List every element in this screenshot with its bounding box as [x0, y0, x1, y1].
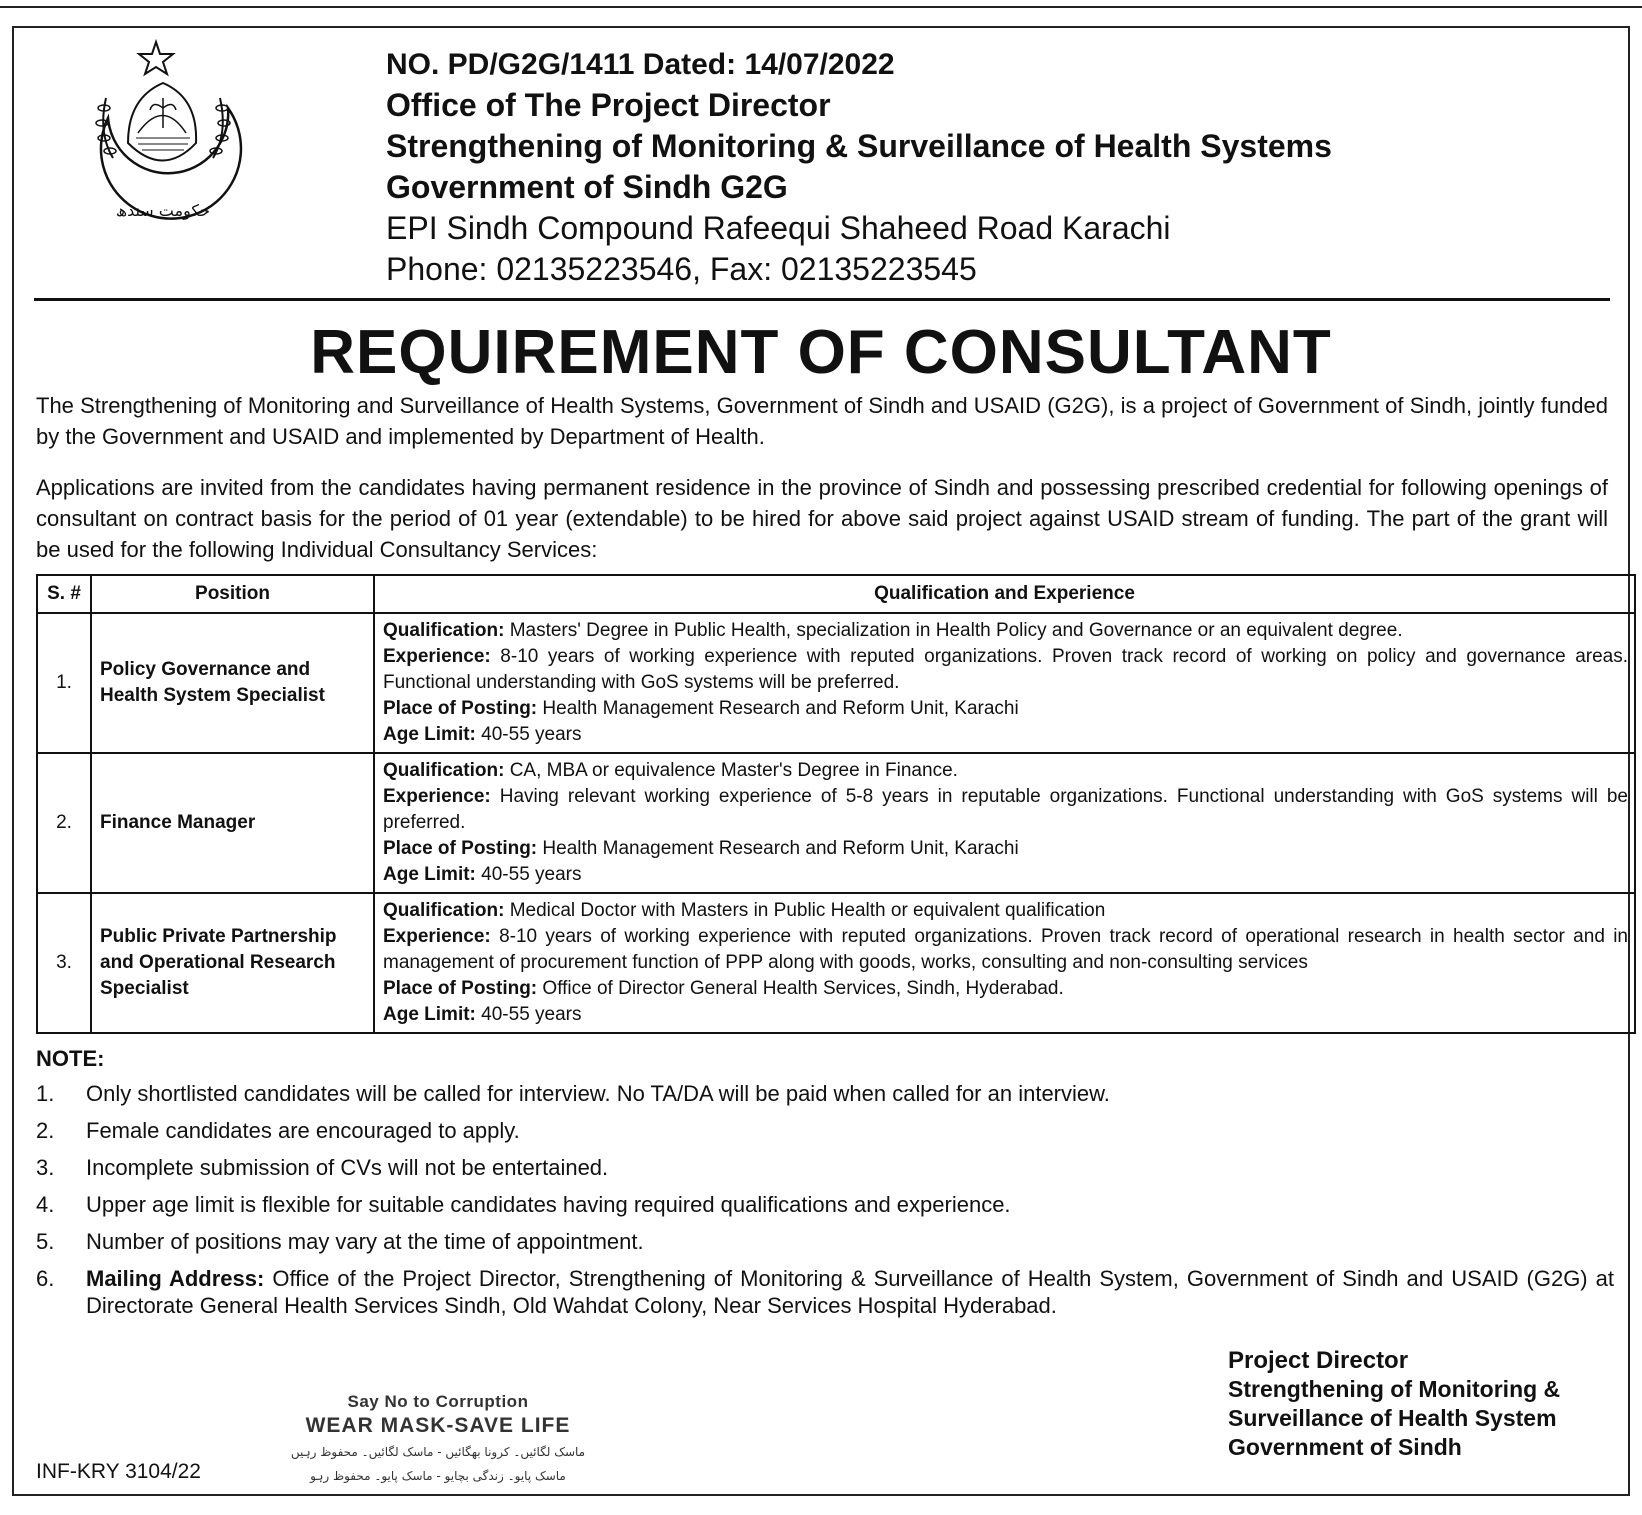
- experience-label: Experience:: [383, 646, 491, 667]
- qualification-label: Qualification:: [383, 900, 505, 921]
- row-serial: 1.: [37, 613, 91, 753]
- posting-label: Place of Posting:: [383, 978, 538, 999]
- note-number: 6.: [36, 1266, 55, 1291]
- list-item: [36, 1265, 1614, 1319]
- note-text: Upper age limit is flexible for suitable candidates having required qualifications and experience.: [86, 1192, 1011, 1217]
- posting-label: Place of Posting:: [383, 698, 538, 719]
- note-number: 2.: [36, 1118, 55, 1143]
- qualification-value: Medical Doctor with Masters in Public Health or equivalent qualification: [509, 900, 1106, 921]
- office-name: Office of The Project Director: [386, 87, 831, 123]
- age-label: Age Limit:: [383, 864, 476, 885]
- letterhead: [386, 44, 1586, 290]
- note-text: Female candidates are encouraged to apply.: [86, 1118, 520, 1143]
- age-value: 40-55 years: [481, 724, 582, 745]
- notes-heading: NOTE:: [36, 1046, 105, 1071]
- anti-corruption-slogan: Say No to Corruption: [347, 1392, 529, 1411]
- header-qualification: Qualification and Experience: [374, 575, 1635, 613]
- intro-paragraph-2: Applications are invited from the candidates having permanent residence in the province of Sindh and possessing prescribed credential for following openings of consultant on contract basis for the period of 01 year (extendable) to be hired for above said project against USAID stream of funding. The part of the grant will be used for the following Individual Consultancy Services:: [36, 475, 1608, 562]
- qualification-label: Qualification:: [383, 620, 505, 641]
- contact-numbers: Phone: 02135223546, Fax: 02135223545: [386, 251, 977, 287]
- note-number: 3.: [36, 1155, 55, 1180]
- intro-paragraph-1: The Strengthening of Monitoring and Surveillance of Health Systems, Government of Sindh and USAID (G2G), is a project of Government of Sindh, jointly funded by the Government and USAID and implemented by Department of Health.: [36, 393, 1608, 449]
- note-text: Number of positions may vary at the time of appointment.: [86, 1229, 644, 1254]
- header-serial: S. #: [37, 575, 91, 613]
- note-text: Only shortlisted candidates will be called for interview. No TA/DA will be paid when called for an interview.: [86, 1081, 1110, 1106]
- row-position: Public Private Partnership and Operational Research Specialist: [91, 893, 374, 1033]
- header-divider: [34, 298, 1610, 301]
- sindh-government-emblem: [68, 38, 258, 238]
- signatory-line-2: Surveillance of Health System: [1228, 1405, 1557, 1431]
- signatory-line-1: Strengthening of Monitoring &: [1228, 1376, 1561, 1402]
- qualification-label: Qualification:: [383, 760, 505, 781]
- row-position: Policy Governance and Health System Specialist: [91, 613, 374, 753]
- notes-list: [36, 1080, 1614, 1329]
- signatory-title: Project Director: [1228, 1347, 1409, 1374]
- row-details: [374, 753, 1635, 893]
- project-name: Strengthening of Monitoring & Surveillance of Health Systems: [386, 128, 1332, 164]
- note-number: 5.: [36, 1229, 55, 1254]
- anti-corruption-banner: [278, 1392, 598, 1486]
- mailing-address-label: Mailing Address:: [86, 1266, 265, 1291]
- government-name: Government of Sindh G2G: [386, 169, 788, 205]
- top-border-line: [0, 6, 1642, 8]
- posting-value: Office of Director General Health Services, Sindh, Hyderabad.: [542, 978, 1064, 999]
- signatory-line-3: Government of Sindh: [1228, 1434, 1462, 1460]
- qualification-value: Masters' Degree in Public Health, specialization in Health Policy and Governance or an equivalent degree.: [509, 620, 1403, 641]
- urdu-slogan-1: ماسک لگائیں۔ کرونا بھگائیں - ماسک لگائیں۔ محفوظ رہیں: [290, 1445, 586, 1459]
- signature-block: [1228, 1346, 1560, 1462]
- posting-value: Health Management Research and Reform Unit, Karachi: [542, 838, 1019, 859]
- note-text: Incomplete submission of CVs will not be entertained.: [86, 1155, 609, 1180]
- reference-number: NO. PD/G2G/1411 Dated: 14/07/2022: [386, 48, 895, 81]
- age-label: Age Limit:: [383, 724, 476, 745]
- note-number: 4.: [36, 1192, 55, 1217]
- table-row: [37, 893, 1635, 1033]
- posting-value: Health Management Research and Reform Unit, Karachi: [542, 698, 1019, 719]
- qualification-value: CA, MBA or equivalence Master's Degree in Finance.: [509, 760, 958, 781]
- note-text: [86, 1265, 1614, 1319]
- header-position: Position: [91, 575, 374, 613]
- list-item: [36, 1117, 1614, 1144]
- list-item: [36, 1228, 1614, 1255]
- age-value: 40-55 years: [481, 1004, 582, 1025]
- row-details: [374, 613, 1635, 753]
- reference-code: INF-KRY 3104/22: [36, 1460, 201, 1483]
- age-label: Age Limit:: [383, 1004, 476, 1025]
- table-row: [37, 753, 1635, 893]
- row-serial: 3.: [37, 893, 91, 1033]
- experience-value: 8-10 years of working experience with reputed organizations. Proven track record of operational research in health sector and in management of procurement function of PPP along with goods, works, consulting and non-consulting services: [383, 926, 1628, 973]
- emblem-urdu-text: حکومت سندھ: [115, 201, 211, 220]
- table-header-row: [37, 575, 1635, 613]
- mask-slogan: WEAR MASK-SAVE LIFE: [305, 1414, 571, 1437]
- list-item: [36, 1154, 1614, 1181]
- page-title: REQUIREMENT OF CONSULTANT: [310, 318, 1332, 387]
- row-details: [374, 893, 1635, 1033]
- note-number: 1.: [36, 1081, 55, 1106]
- row-position: Finance Manager: [91, 753, 374, 893]
- table-row: [37, 613, 1635, 753]
- row-serial: 2.: [37, 753, 91, 893]
- urdu-slogan-2: ماسک پایو۔ زندگی بچایو - ماسک پایو۔ محفوظ رہو: [310, 1469, 566, 1483]
- experience-value: Having relevant working experience of 5-8 years in reputable organizations. Functional understanding with GoS systems will be preferred.: [383, 786, 1628, 833]
- experience-value: 8-10 years of working experience with reputed organizations. Proven track record of working on policy and governance areas. Functional understanding with GoS systems will be preferred.: [383, 646, 1629, 693]
- posting-label: Place of Posting:: [383, 838, 538, 859]
- list-item: [36, 1080, 1614, 1107]
- mailing-address-text: Office of the Project Director, Strengthening of Monitoring & Surveillance of Health System, Government of Sindh and USAID (G2G) at Directorate General Health Services Sindh, Old Wahdat Colony, Near Services Hospital Hyderabad.: [86, 1266, 1614, 1318]
- experience-label: Experience:: [383, 926, 491, 947]
- positions-table: [36, 574, 1636, 1034]
- age-value: 40-55 years: [481, 864, 582, 885]
- list-item: [36, 1191, 1614, 1218]
- office-address: EPI Sindh Compound Rafeequi Shaheed Road Karachi: [386, 210, 1171, 246]
- experience-label: Experience:: [383, 786, 491, 807]
